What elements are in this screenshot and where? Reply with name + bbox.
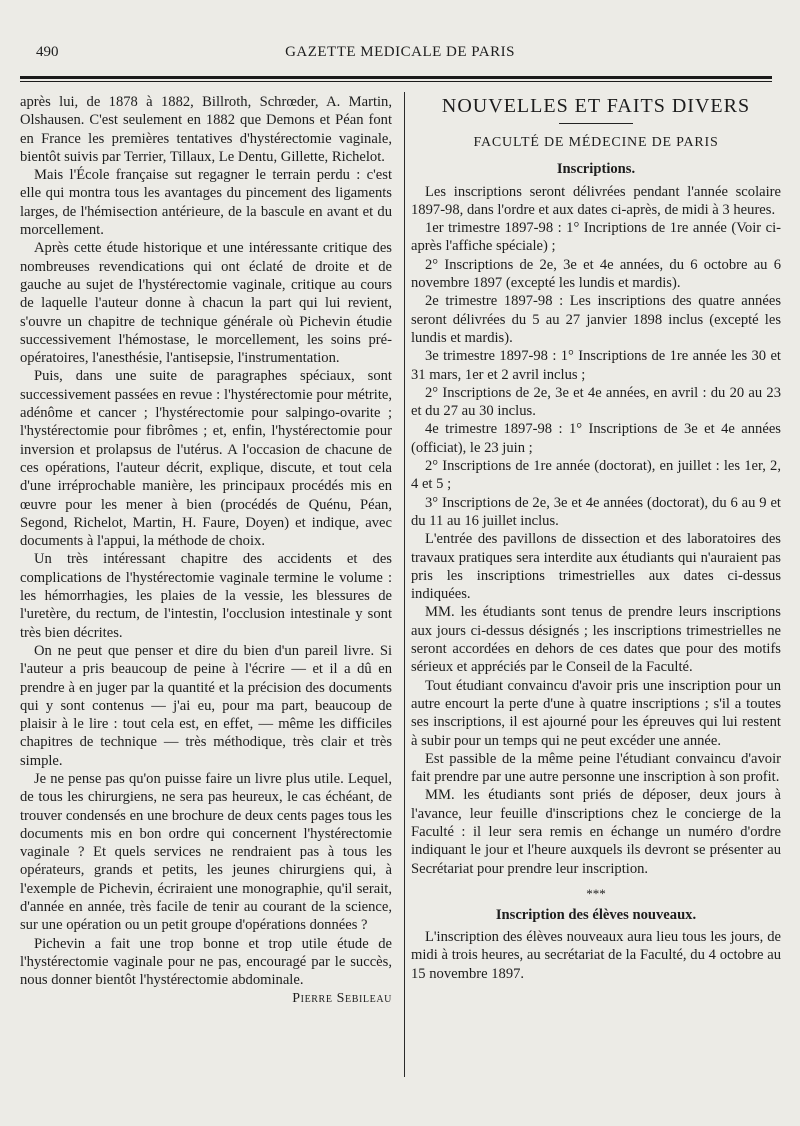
right-paragraph: 2° Inscriptions de 1re année (doctorat), en juillet : les 1er, 2, 4 et 5 ; [411,458,781,493]
faculty-heading: FACULTÉ DE MÉDECINE DE PARIS [473,135,719,150]
section-stars: *** [586,885,606,901]
header-rule-thick [20,76,772,79]
right-paragraph: Tout étudiant convaincu d'avoir pris une inscription pour un autre encourt la perte d'une à quatre inscriptions ; s'il a toutes ses inscriptions, il est ajourné pour les épreuves qui lui restent à subir pour un temps qui ne peut excéder une année. [411,677,781,749]
left-paragraph: Puis, dans une suite de paragraphes spéciaux, sont successivement passées en revue : l'hystérectomie pour métrite, adénôme et cancer ; l'hystérectomie pour salpingo-ovarite ; l'hystérectomie pour fibrômes ; et, enfin, l'hystérectomie pour inversion et prolapsus de l'utérus. A l'occasion de chacune de ces opérations, l'auteur décrit, explique, discute, et tout cela d'une irréprochable manière, les principaux procédés mis en œuvre pour les mener à bien (procédés de Quénu, Péan, Segond, Richelot, Martin, H. Faure, Doyen) et indique, avec documents à l'appui, la méthode de choix. [20,368,392,550]
right-paragraph: 1er trimestre 1897-98 : 1° Incriptions de 1re année (Voir ci-après l'affiche spéciale) ; [411,220,781,255]
right-paragraph: Est passible de la même peine l'étudiant convaincu d'avoir fait prendre par une autre personne une inscription à son profit. [411,750,781,786]
subhead-new-students: Inscription des élèves nouveaux. [495,906,697,923]
left-paragraph: Je ne pense pas qu'on puisse faire un livre plus utile. Lequel, de tous les chirurgiens, ne sera pas heureux, le cas échéant, de trouver condensés en une brochure de deux cents pages tous les documents mis en bon ordre qui concernent l'hystérectomie vaginale ? Et quels services ne rendraient pas à tous les opérateurs, grands et petits, les jeunes chirurgiens qui, à l'exemple de Pichevin, écriraient une monographie, qu'il serait, d'année en année, très facile de tenir au courant de la science, sur une opération ou un petit groupe d'opérations données ? [20,770,392,934]
right-paragraph: 2° Inscriptions de 2e, 3e et 4e années, du 6 octobre au 6 novembre 1897 (excepté les lundis et mardis). [411,256,781,292]
column-divider [404,92,405,1077]
running-title: GAZETTE MEDICALE DE PARIS [285,44,515,60]
title-rule [559,123,633,124]
right-paragraph: L'entrée des pavillons de dissection et des laboratoires des travaux pratiques sera interdite aux étudiants qui n'auraient pas pris les inscriptions trimestrielles aux dates ci-dessus indiquées. [411,531,781,603]
page-header [0,42,800,68]
right-paragraph: 4e trimestre 1897-98 : 1° Inscriptions de 3e et 4e années (officiat), le 23 juin ; [411,421,781,456]
author-signature: Pierre Sebileau [292,990,392,1006]
subhead-inscriptions: Inscriptions. [556,161,636,178]
right-paragraph: L'inscription des élèves nouveaux aura lieu tous les jours, de midi à trois heures, au secrétariat de la Faculté, du 4 octobre au 15 novembre 1897. [411,929,781,982]
right-column [411,93,781,983]
right-paragraph: 3e trimestre 1897-98 : 1° Inscriptions de 1re année les 30 et 31 mars, 1er et 2 avril inclus ; [411,348,781,383]
left-paragraph: Après cette étude historique et une intéressante critique des nombreuses revendications qui ont éclaté de droite et de gauche au sujet de l'hystérectomie vaginale, critique au cours de laquelle l'auteur donne à chacun la part qui lui revient, s'ouvre un chapitre de technique générale où Pichevin étudie successivement l'hémostase, le morcellement, les soins pré-opératoires, l'anesthésie, l'antisepsie, l'instrumentation. [20,240,392,367]
section-title: NOUVELLES ET FAITS DIVERS [441,95,751,117]
header-rule-thin [20,81,772,82]
left-column [20,93,392,1008]
left-paragraph: Un très intéressant chapitre des accidents et des complications de l'hystérectomie vaginale termine le volume : les hémorrhagies, les plaies de la vessie, les blessures de l'uretère, du rectum, de l'intestin, l'occlusion intestinale y sont très bien décrites. [20,551,392,641]
page-number: 490 [36,44,59,60]
left-paragraph: On ne peut que penser et dire du bien d'un pareil livre. Si l'auteur a pris beaucoup de peine à l'écrire — et il a dû en prendre à en juger par la quantité et la précision des documents qui y sont contenus — j'ai eu, pour ma part, beaucoup de plaisir à le lire : tout cela est, en effet, — même les difficiles chapitres de technique — très méthodique, très clair et très simple. [20,642,392,769]
left-paragraph: après lui, de 1878 à 1882, Billroth, Schrœder, A. Martin, Olshausen. C'est seulement en 1882 que Demons et Péan font en France les premières tentatives d'hystérectomie vaginale, bientôt suivis par Terrier, Tillaux, Le Dentu, Gillette, Richelot. [20,94,392,165]
right-paragraph: 3° Inscriptions de 2e, 3e et 4e années (doctorat), du 6 au 9 et du 11 au 16 juillet inclus. [411,494,781,529]
left-paragraph: Pichevin a fait une trop bonne et trop utile étude de l'hystérectomie vaginale pour ne pas, encouragé par le succès, nous donner bientôt l'hystérectomie abdominale. [20,935,392,989]
left-paragraph: Mais l'École française sut regagner le terrain perdu : c'est elle qui montra tous les avantages du pincement des ligaments larges, de l'hémisection antérieure, de la bascule en avant et du morcellement. [20,167,392,239]
right-paragraph: Les inscriptions seront délivrées pendant l'année scolaire 1897-98, dans l'ordre et aux dates ci-après, de midi à 3 heures. [411,183,781,218]
right-paragraph: MM. les étudiants sont priés de déposer, deux jours à l'avance, leur feuille d'inscriptions chez le concierge de la Faculté : il leur sera remis en échange un numéro d'ordre indiquant le jour et l'heure auxquels ils devront se présenter au Secrétariat pour prendre leur inscription. [411,787,781,877]
right-paragraph: MM. les étudiants sont tenus de prendre leurs inscriptions aux jours ci-dessus désignés ; les inscriptions trimestrielles ne seront accordées en dehors de ces dates que pour des motifs sérieux et appréciés par le Conseil de la Faculté. [411,604,781,676]
right-paragraph: 2° Inscriptions de 2e, 3e et 4e années, en avril : du 20 au 23 et du 27 au 30 inclus. [411,384,781,420]
right-paragraph: 2e trimestre 1897-98 : Les inscriptions des quatre années seront délivrées du 5 au 27 janvier 1898 inclus (excepté les lundis et mardis). [411,293,781,346]
